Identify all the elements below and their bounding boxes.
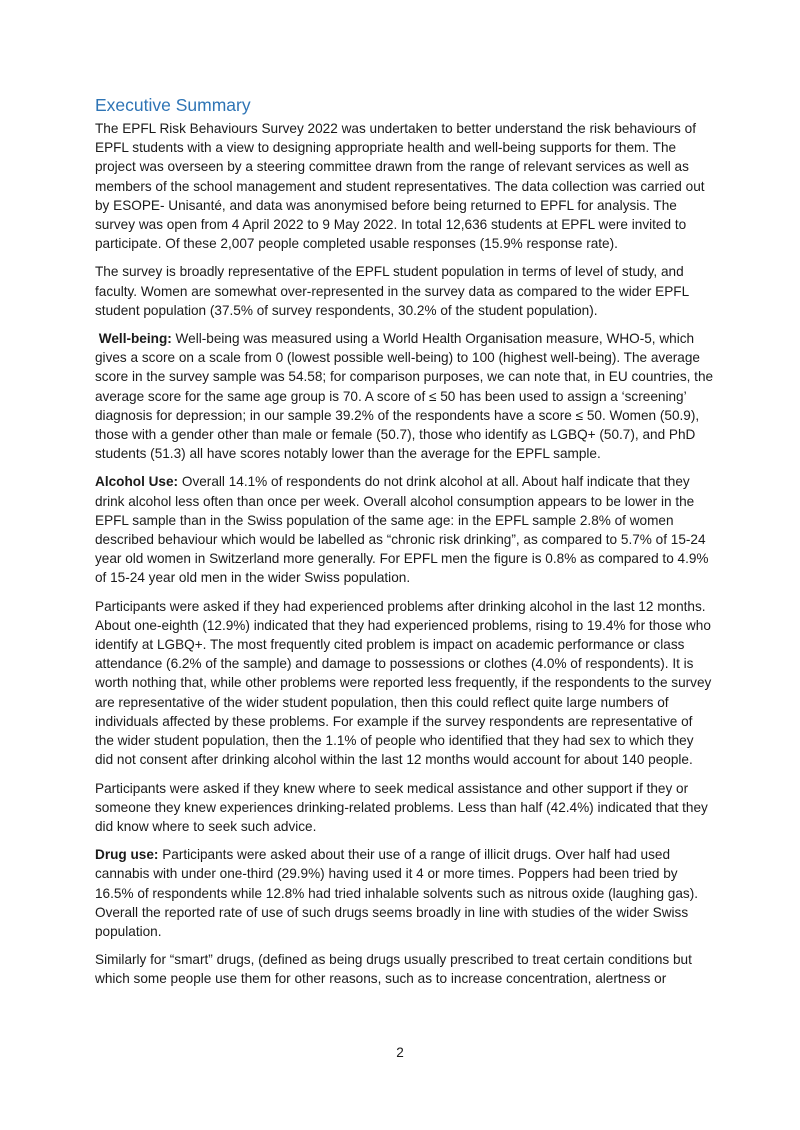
alcohol-use-text: Overall 14.1% of respondents do not drink alcohol at all. About half indicate that they drink alcohol less often than once per week. Overall alcohol consumption appears to be lower in the EPFL sample than in the Swiss population of the same age: in the EPFL sample 2.8% of women described behaviour which would be labelled as “chronic risk drinking”, as compared to 5.7% of 15-24 year old women in Switzerland more generally. For EPFL men the figure is 0.8% as compared to 4.9% of 15-24 year old men in the wider Swiss population.	[95, 474, 709, 586]
drug-use-label: Drug use:	[95, 847, 159, 863]
well-being-text: Well-being was measured using a World Health Organisation measure, WHO-5, which gives a score on a scale from 0 (lowest possible well-being) to 100 (highest well-being). The average score in the survey sample was 54.58; for comparison purposes, we can note that, in EU countries, the average score for the same age group is 70. A score of ≤ 50 has been used to assign a ‘screening’ diagnosis for depression; in our sample 39.2% of the respondents have a score ≤ 50. Women (50.9), those with a gender other than male or female (50.7), those who identify as LGBQ+ (50.7), and PhD students (51.3) all have scores notably lower than the average for the EPFL sample.	[95, 331, 714, 462]
drug-use-text: Participants were asked about their use of a range of illicit drugs. Over half had used cannabis with under one-third (29.9%) having used it 4 or more times. Poppers had been tried by 16.5% of respondents while 12.8% had tried inhalable solvents such as nitrous oxide (laughing gas). Overall the reported rate of use of such drugs seems broadly in line with studies of the wider Swiss population.	[95, 847, 699, 939]
drug-use-paragraph	[95, 845, 715, 941]
well-being-label: Well-being:	[98, 331, 172, 347]
page-number: 2	[396, 1045, 404, 1060]
smart-drugs-paragraph: Similarly for “smart” drugs, (defined as being drugs usually prescribed to treat certain conditions but which some people use them for other reasons, such as to increase concentration, alertness or	[95, 952, 692, 987]
alcohol-use-paragraph	[95, 472, 715, 587]
section-heading: Executive Summary	[95, 95, 251, 115]
support-paragraph: Participants were asked if they knew where to seek medical assistance and other support if they or someone they knew experiences drinking-related problems. Less than half (42.4%) indicated that they did know where to seek such advice.	[95, 780, 708, 834]
representativeness-paragraph: The survey is broadly representative of the EPFL student population in terms of level of study, and faculty. Women are somewhat over-represented in the survey data as compared to the wider EPFL student population (37.5% of survey respondents, 30.2% of the student population).	[95, 264, 689, 318]
document-page	[95, 94, 715, 998]
alcohol-problems-paragraph: Participants were asked if they had experienced problems after drinking alcohol in the last 12 months. About one-eighth (12.9%) indicated that they had experienced problems, rising to 19.4% for those who identify at LGBQ+. The most frequently cited problem is impact on academic performance or class attendance (6.2% of the sample) and damage to possessions or clothes (4.0% of respondents). It is worth nothing that, while other problems were reported less frequently, if the respondents to the survey are representative of the wider student population, then this could reflect quite large numbers of individuals affected by these problems. For example if the survey respondents are representative of the wider student population, then the 1.1% of people who identified that they had sex to which they did not consent after drinking alcohol within the last 12 months would account for about 140 people.	[95, 598, 712, 768]
alcohol-use-label: Alcohol Use:	[95, 474, 179, 490]
well-being-paragraph	[95, 329, 715, 463]
intro-paragraph: The EPFL Risk Behaviours Survey 2022 was undertaken to better understand the risk behaviours of EPFL students with a view to designing appropriate health and well-being supports for them. The project was overseen by a steering committee drawn from the range of relevant services as well as members of the school management and student representatives. The data collection was carried out by ESOPE- Unisanté, and data was anonymised before being returned to EPFL for analysis. The survey was open from 4 April 2022 to 9 May 2022. In total 12,636 students at EPFL were invited to participate. Of these 2,007 people completed usable responses (15.9% response rate).	[95, 121, 705, 252]
